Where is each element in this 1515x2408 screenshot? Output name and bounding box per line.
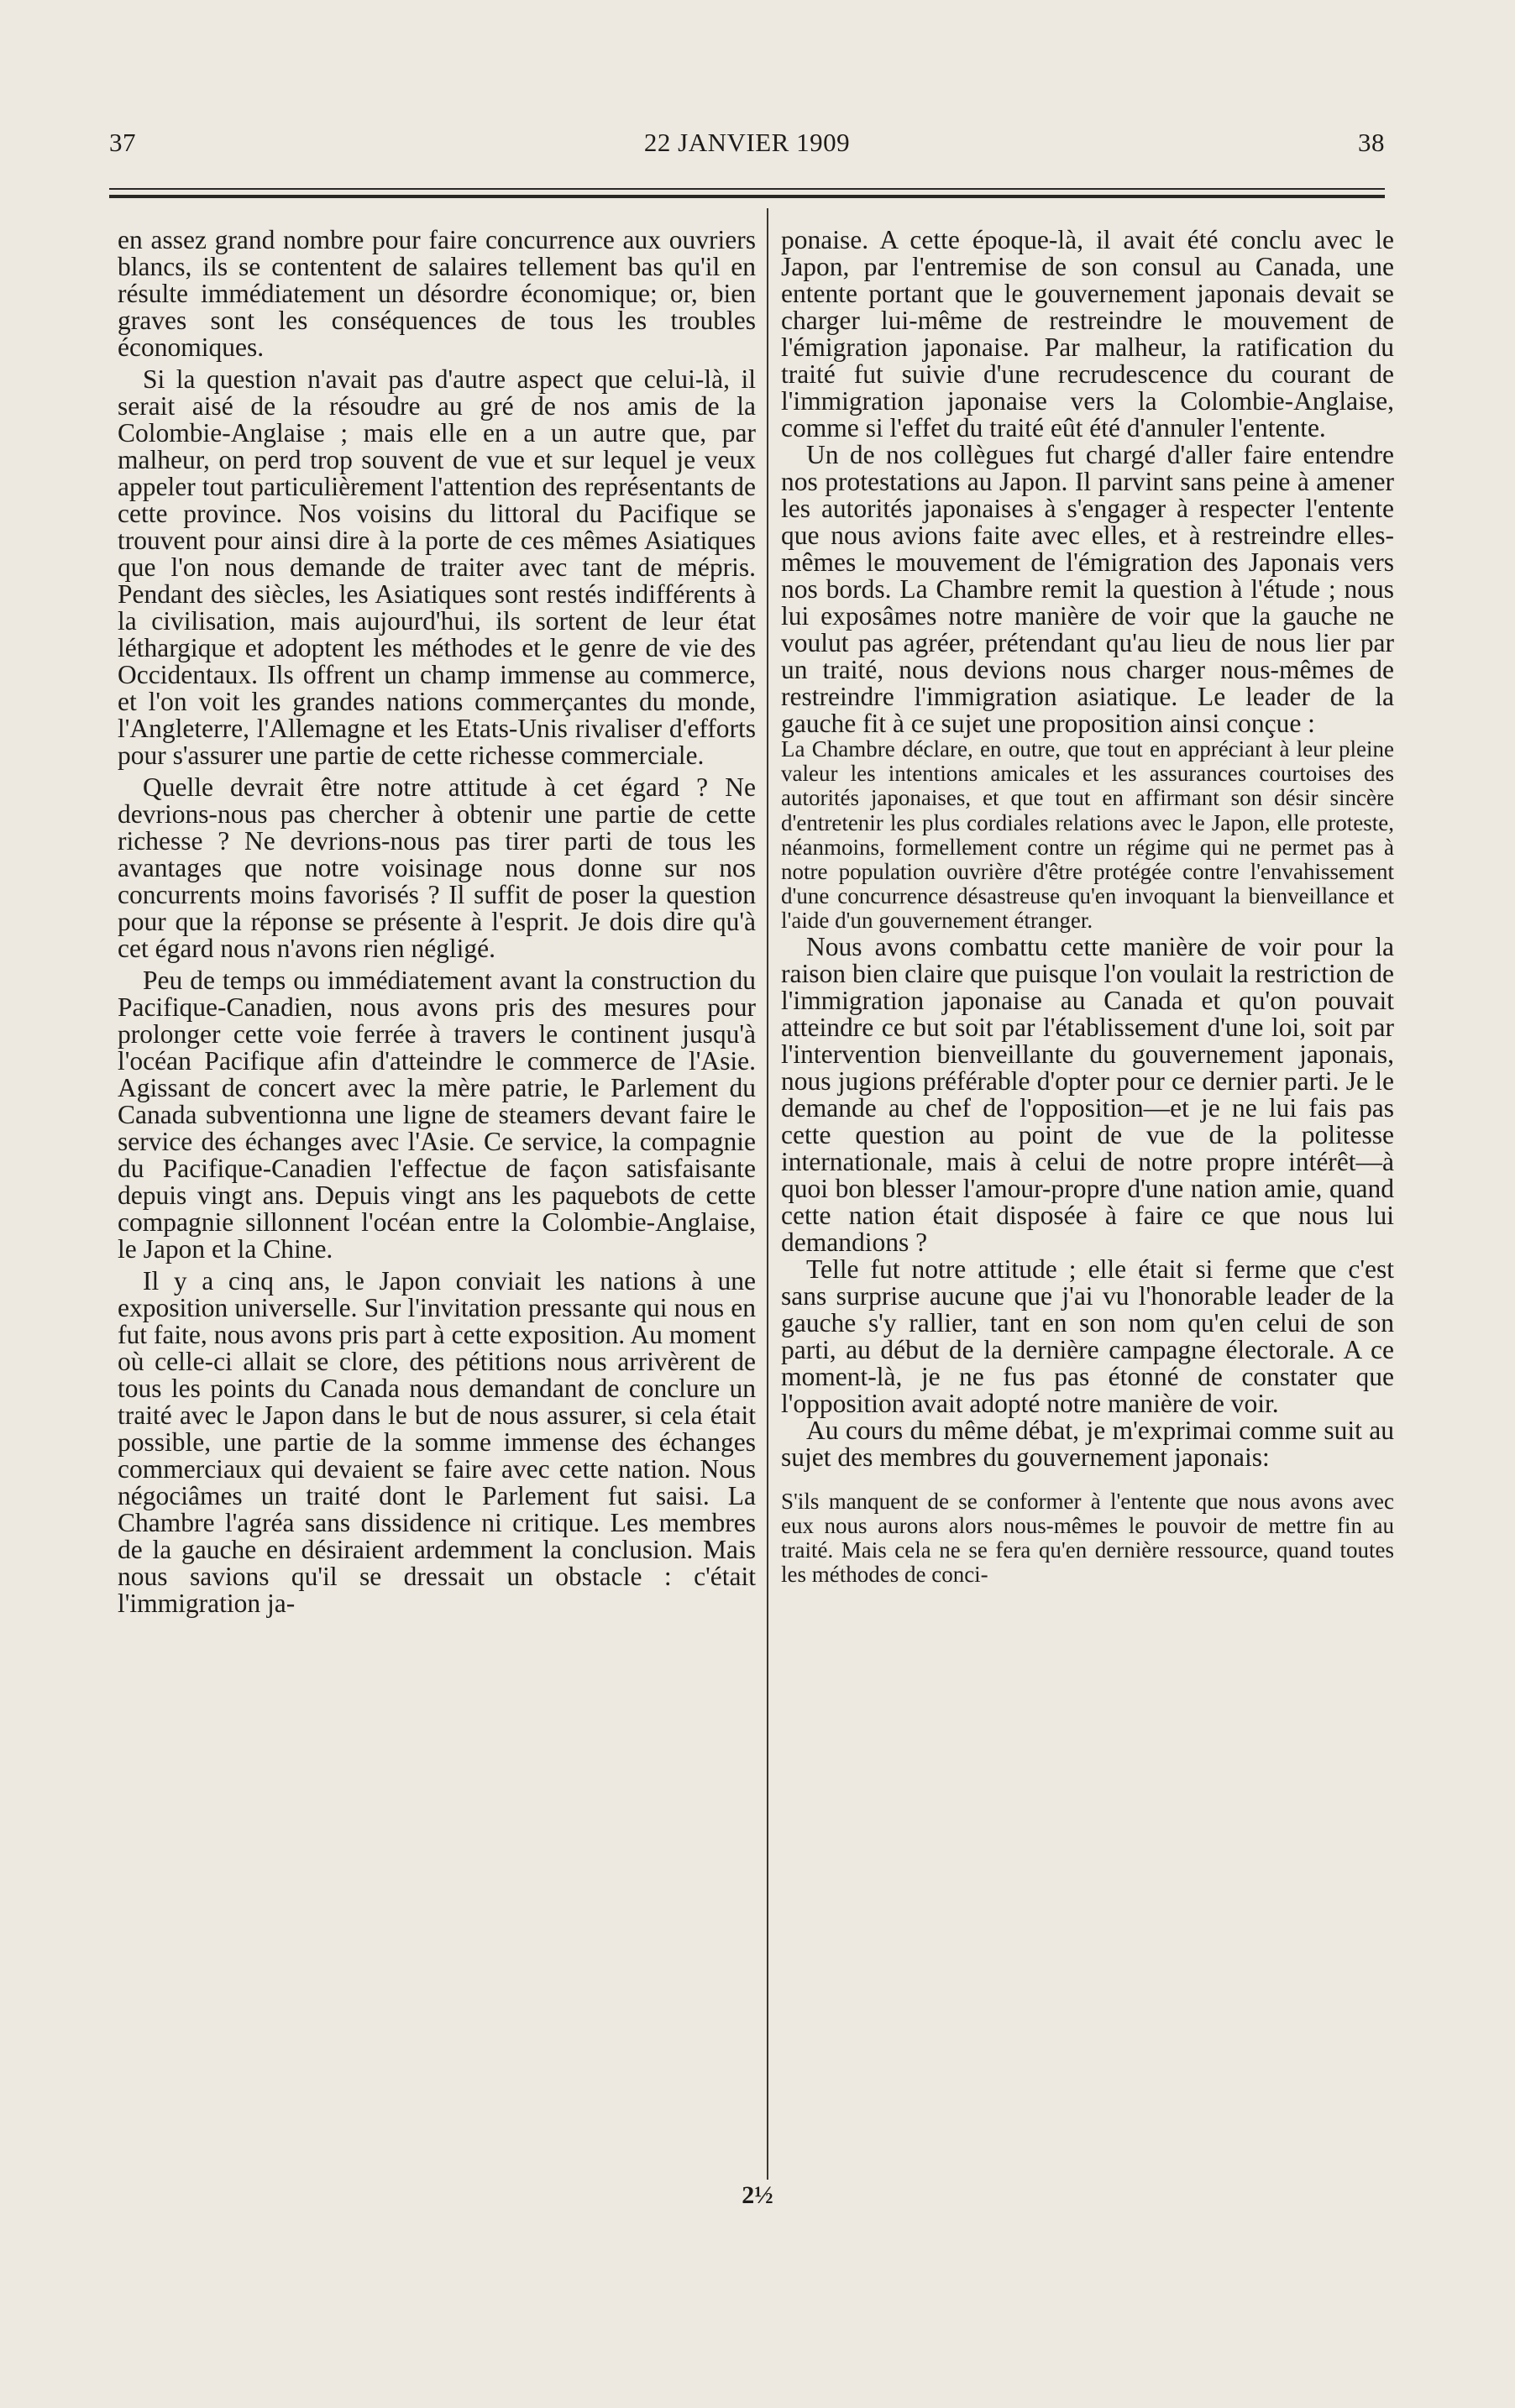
paragraph: Peu de temps ou immédiatement avant la construction du Pacifique-Canadien, nous avons pris des mesures pour prolonger cette voie ferrée à travers le continent jusqu'à l'océan Pacifique afin d'atteindre le commerce de l'Asie. Agissant de concert avec la mère patrie, le Parlement du Canada subventionna une ligne de steamers devant faire le service des échanges avec l'Asie. Ce service, la compagnie du Pacifique-Canadien l'effectue de façon satisfaisante depuis vingt ans. Depuis vingt ans les paquebots de cette compagnie sillonnent l'océan entre la Colombie-Anglaise, le Japon et la Chine.	[118, 966, 756, 1264]
header-date: 22 JANVIER 1909	[643, 128, 851, 157]
paragraph: ponaise. A cette époque-là, il avait été conclu avec le Japon, par l'entremise de son consul au Canada, une entente portant que le gouvernement japonais devait se charger lui-même de restreindre le mouvement de l'émigration japonaise. Par malheur, la ratification du traité fut suivie d'une recrudescence du courant de l'immigration japonaise vers la Colombie-Anglaise, comme si l'effet du traité eût été d'annuler l'entente.	[781, 225, 1394, 442]
paragraph: Un de nos collègues fut chargé d'aller faire entendre nos protestations au Japon. Il parvint sans peine à amener les autorités japonaises à s'engager à respecter l'entente que nous avions faite avec elles, et à restreindre elles-mêmes le mouvement de l'émigration des Japonais vers nos bords. La Chambre remit la question à l'étude ; nous lui exposâmes notre manière de voir que la gauche ne voulut pas agréer, prétendant qu'au lieu de nous lier par un traité, nous devions nous charger nous-mêmes de restreindre l'immigration asiatique. Le leader de la gauche fit à ce sujet une proposition ainsi conçue :	[781, 440, 1394, 738]
signature-mark: 2½	[742, 2181, 773, 2209]
page-number-left: 37	[109, 128, 136, 157]
paragraph: en assez grand nombre pour faire concurrence aux ouvriers blancs, ils se contentent de salaires tellement bas qu'il en résulte immédiatement un désordre économique; or, bien graves sont les conséquences de tous les troubles économiques.	[118, 225, 756, 362]
left-column	[118, 227, 756, 1617]
column-divider	[767, 208, 768, 2180]
block-quote: S'ils manquent de se conformer à l'entente que nous avons avec eux nous aurons alors nous-mêmes le pouvoir de mettre fin au traité. Mais cela ne se fera qu'en dernière ressource, quand toutes les méthodes de conci-	[781, 1488, 1394, 1588]
page-header	[109, 128, 1385, 170]
paragraph: Nous avons combattu cette manière de voir pour la raison bien claire que puisque l'on voulait la restriction de l'immigration japonaise au Canada et qu'on pouvait atteindre ce but soit par l'établissement d'une loi, soit par l'intervention bienveillante du gouvernement japonais, nous jugions préférable d'opter pour ce dernier parti. Je le demande au chef de l'opposition—et je ne lui fais pas cette question au point de vue de la politesse internationale, mais à celui de notre propre intérêt—à quoi bon blesser l'amour-propre d'une nation amie, quand cette nation était disposée à faire ce que nous lui demandions ?	[781, 931, 1394, 1257]
right-column	[781, 227, 1394, 1587]
paragraph: Quelle devrait être notre attitude à cet égard ? Ne devrions-nous pas chercher à obtenir une partie de cette richesse ? Ne devrions-nous pas tirer parti de tous les avantages que notre voisinage nous donne sur nos concurrents moins favorisés ? Il suffit de poser la question pour que la réponse se présente à l'esprit. Je dois dire qu'à cet égard nous n'avons rien négligé.	[118, 772, 756, 963]
block-quote: La Chambre déclare, en outre, que tout en appréciant à leur pleine valeur les intentions amicales et les assurances courtoises des autorités japonaises, et que tout en affirmant son désir sincère d'entretenir les plus cordiales relations avec le Japon, elle proteste, néanmoins, formellement contre un régime qui ne permet pas à notre population ouvrière d'être protégée contre l'envahissement d'une concurrence désastreuse qu'en invoquant la bienveillance et l'aide d'un gouvernement étranger.	[781, 736, 1394, 934]
paragraph: Au cours du même débat, je m'exprimai comme suit au sujet des membres du gouvernement japonais:	[781, 1415, 1394, 1472]
paragraph: Il y a cinq ans, le Japon conviait les nations à une exposition universelle. Sur l'invitation pressante qui nous en fut faite, nous avons pris part à cette exposition. Au moment où celle-ci allait se clore, des pétitions nous arrivèrent de tous les points du Canada nous demandant de conclure un traité avec le Japon dans le but de nous assurer, si cela était possible, une partie de la somme immense des échanges commerciaux qui devaient se faire avec cette nation. Nous négociâmes un traité dont le Parlement fut saisi. La Chambre l'agréa sans dissidence ni critique. Les membres de la gauche en désiraient ardemment la conclusion. Mais nous savions qu'il se dressait un obstacle : c'était l'immigration ja-	[118, 1266, 756, 1618]
paragraph: Si la question n'avait pas d'autre aspect que celui-là, il serait aisé de la résoudre au gré de nos amis de la Colombie-Anglaise ; mais elle en a un autre que, par malheur, on perd trop souvent de vue et sur lequel je veux appeler tout particulièrement l'attention des représentants de cette province. Nos voisins du littoral du Pacifique se trouvent pour ainsi dire à la porte de ces mêmes Asiatiques que l'on nous demande de traiter avec tant de mépris. Pendant des siècles, les Asiatiques sont restés indifférents à la civilisation, mais aujourd'hui, ils sortent de leur état léthargique et adoptent les méthodes et le genre de vie des Occidentaux. Ils offrent un champ immense au commerce, et l'on voit les grandes nations commerçantes du monde, l'Angleterre, l'Allemagne et les Etats-Unis rivaliser d'efforts pour s'assurer une partie de cette richesse commerciale.	[118, 364, 756, 770]
page-number-right: 38	[1358, 128, 1385, 157]
header-rule-thick	[109, 195, 1385, 198]
header-rule-thin	[109, 188, 1385, 190]
paragraph: Telle fut notre attitude ; elle était si ferme que c'est sans surprise aucune que j'ai vu l'honorable leader de la gauche s'y rallier, tant en son nom qu'en celui de son parti, au début de la dernière campagne électorale. A ce moment-là, je ne fus pas étonné de constater que l'opposition avait adopté notre manière de voir.	[781, 1254, 1394, 1418]
